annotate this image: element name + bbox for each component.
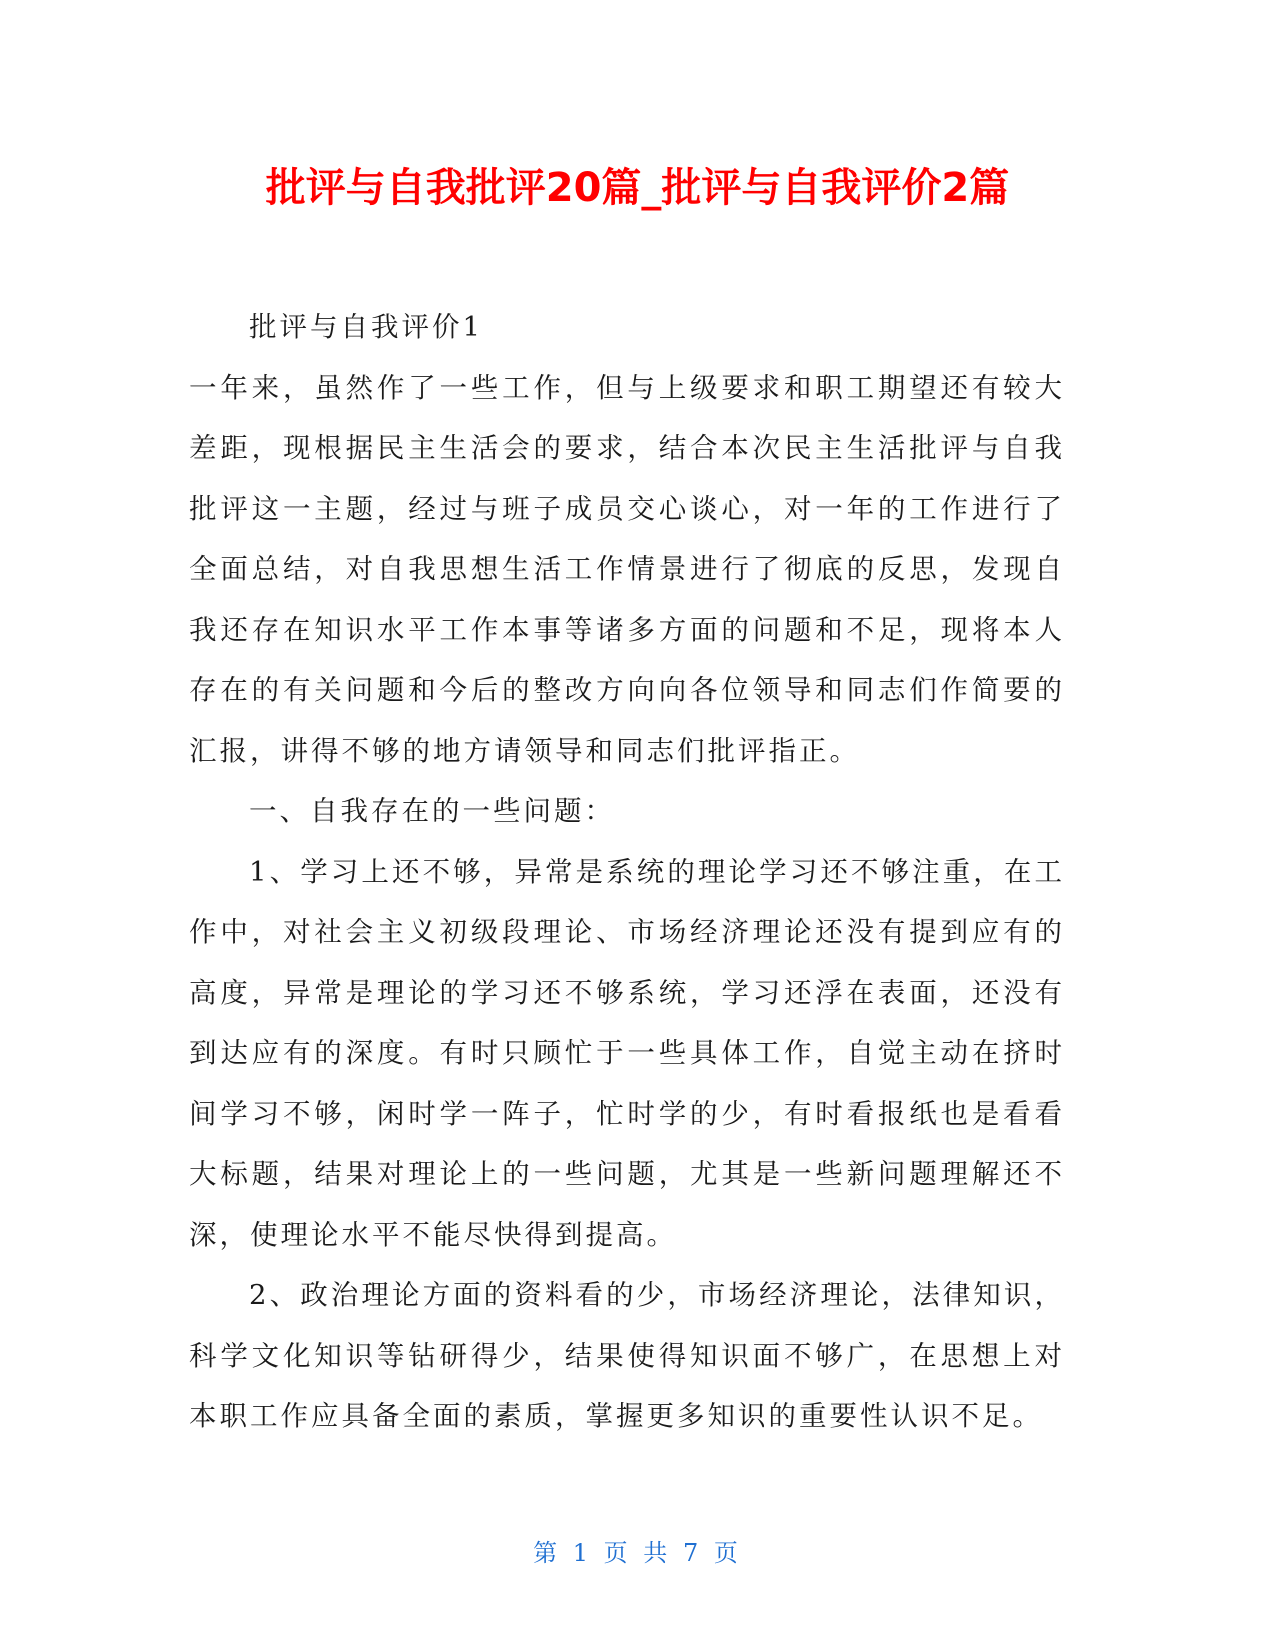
document-title: 批评与自我批评20篇_批评与自我评价2篇	[265, 165, 1010, 211]
paragraph-item-2: 2、政治理论方面的资料看的少，市场经济理论，法律知识，科学文化知识等钻研得少，结果使得知识面不够广，在思想上对本职工作应具备全面的素质，掌握更多知识的重要性认识不足。	[189, 1279, 1065, 1432]
paragraph-intro: 一年来，虽然作了一些工作，但与上级要求和职工期望还有较大差距，现根据民主生活会的要求，结合本次民主生活批评与自我批评这一主题，经过与班子成员交心谈心，对一年的工作进行了全面总结，对自我思想生活工作情景进行了彻底的反思，发现自我还存在知识水平工作本事等诸多方面的问题和不足，现将本人存在的有关问题和今后的整改方向向各位领导和同志们作简要的汇报，讲得不够的地方请领导和同志们批评指正。	[189, 371, 1065, 767]
paragraph-item-1: 1、学习上还不够，异常是系统的理论学习还不够注重，在工作中，对社会主义初级段理论、市场经济理论还没有提到应有的高度，异常是理论的学习还不够系统，学习还浮在表面，还没有到达应有的深度。有时只顾忙于一些具体工作，自觉主动在挤时间学习不够，闲时学一阵子，忙时学的少，有时看报纸也是看看大标题，结果对理论上的一些问题，尤其是一些新问题理解还不深，使理论水平不能尽快得到提高。	[189, 855, 1065, 1251]
page-number-footer: 第 1 页 共 7 页	[533, 1539, 742, 1567]
paragraph-subtitle: 批评与自我评价1	[249, 311, 483, 343]
paragraph-section-heading: 一、自我存在的一些问题：	[249, 795, 615, 827]
document-body	[189, 297, 1065, 1447]
